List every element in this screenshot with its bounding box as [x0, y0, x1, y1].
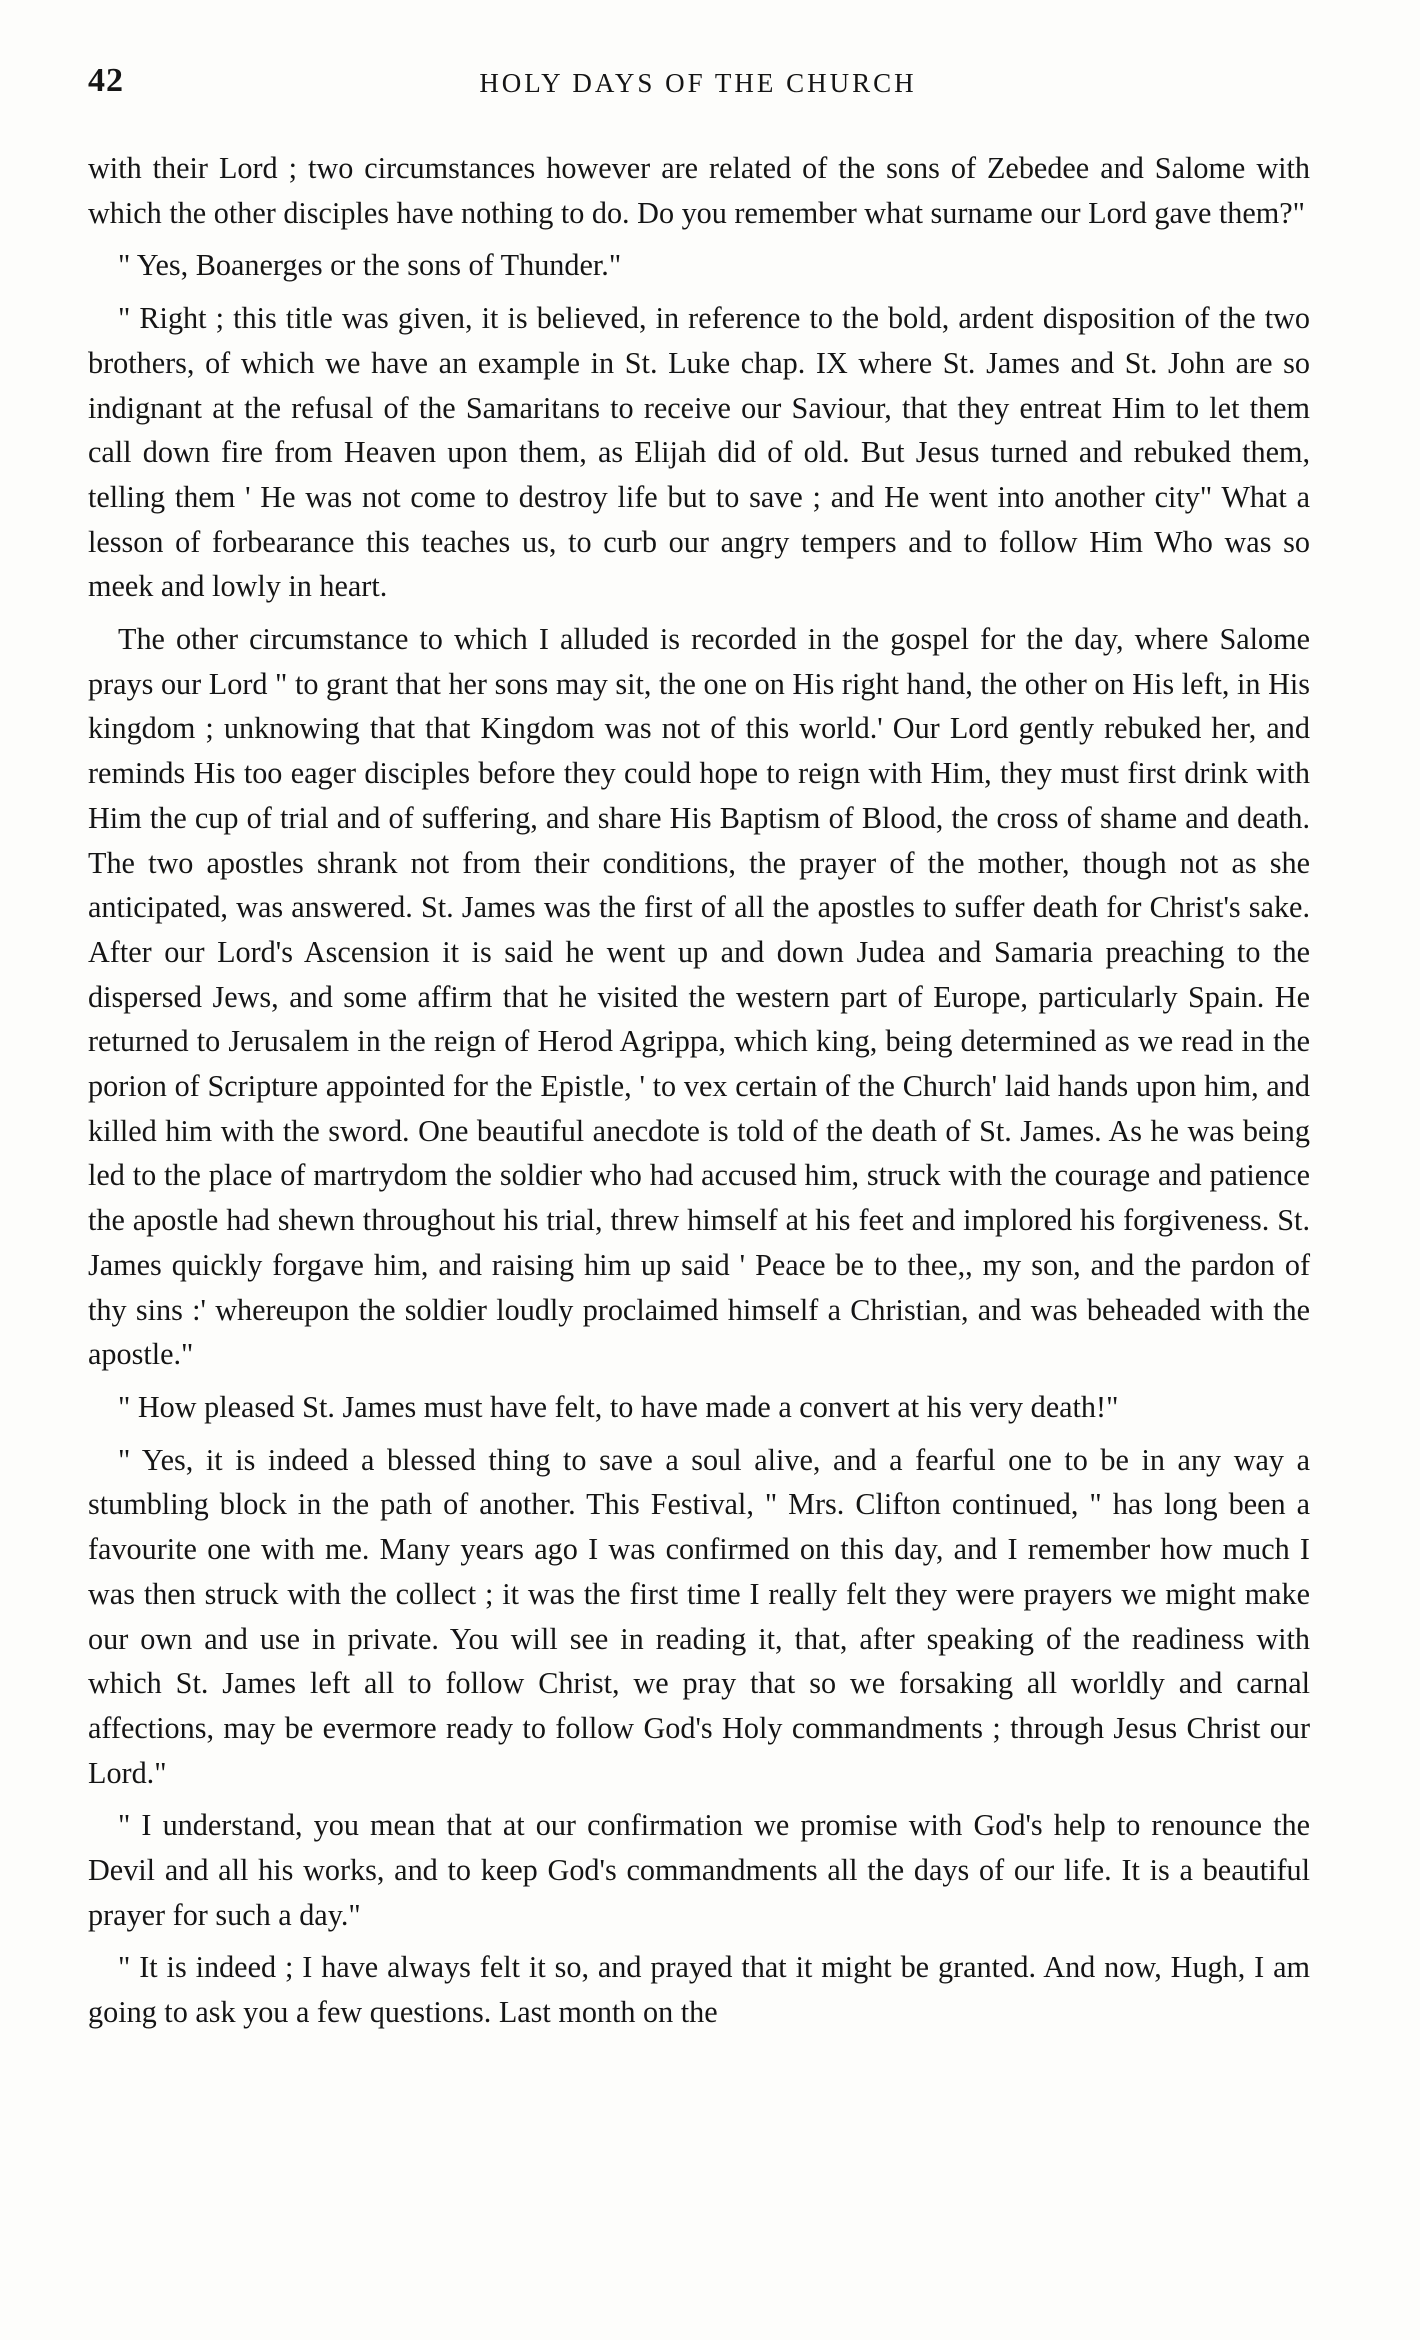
page-number: 42	[88, 62, 124, 99]
paragraph: " Right ; this title was given, it is believed, in reference to the bold, ardent disposition of the two brothers, of which we have an example in St. Luke chap. IX where St. James and St. John are so indignant at the refusal of the Samaritans to receive our Saviour, that they entreat Him to let them call down fire from Heaven upon them, as Elijah did of old. But Jesus turned and rebuked them, telling them ' He was not come to destroy life but to save ; and He went into another city" What a lesson of forbearance this teaches us, to curb our angry tempers and to follow Him Who was so meek and lowly in heart.	[88, 301, 1310, 604]
paragraph: " I understand, you mean that at our confirmation we promise with God's help to renounce the Devil and all his works, and to keep God's commandments all the days of our life. It is a beautiful prayer for such a day."	[88, 1808, 1310, 1932]
paragraph: " Yes, it is indeed a blessed thing to save a soul alive, and a fearful one to be in any way a stumbling block in the path of another. This Festival, " Mrs. Clifton continued, " has long been a favourite one with me. Many years ago I was confirmed on this day, and I remember how much I was then struck with the collect ; it was the first time I really felt they were prayers we might make our own and use in private. You will see in reading it, that, after speaking of the readiness with which St. James left all to follow Christ, we pray that so we forsaking all worldly and carnal affections, may be evermore ready to follow God's Holy commandments ; through Jesus Christ our Lord."	[88, 1442, 1310, 1790]
paragraph: " It is indeed ; I have always felt it so, and prayed that it might be granted. And now, Hugh, I am going to ask you a few questions. Last month on the	[88, 1950, 1310, 2030]
paragraph: with their Lord ; two circumstances however are related of the sons of Zebedee and Salome with which the other disciples have nothing to do. Do you remember what surname our Lord gave them?"	[88, 151, 1310, 230]
body-text	[88, 146, 1310, 2043]
paragraph: " Yes, Boanerges or the sons of Thunder."	[118, 248, 622, 283]
paragraph: " How pleased St. James must have felt, to have made a convert at his very death!"	[118, 1389, 1119, 1424]
running-head	[88, 62, 1308, 102]
paragraph: The other circumstance to which I alluded is recorded in the gospel for the day, where Salome prays our Lord " to grant that her sons may sit, the one on His right hand, the other on His left, in His kingdom ; unknowing that that Kingdom was not of this world.' Our Lord gently rebuked her, and reminds His too eager disciples before they could hope to reign with Him, they must first drink with Him the cup of trial and of suffering, and share His Baptism of Blood, the cross of shame and death. The two apostles shrank not from their conditions, the prayer of the mother, though not as she anticipated, was answered. St. James was the first of all the apostles to suffer death for Christ's sake. After our Lord's Ascension it is said he went up and down Judea and Samaria preaching to the dispersed Jews, and some affirm that he visited the western part of Europe, particularly Spain. He returned to Jerusalem in the reign of Herod Agrippa, which king, being determined as we read in the porion of Scripture appointed for the Epistle, ' to vex certain of the Church' laid hands upon him, and killed him with the sword. One beautiful anecdote is told of the death of St. James. As he was being led to the place of martrydom the soldier who had accused him, struck with the courage and patience the apostle had shewn throughout his trial, threw himself at his feet and implored his forgiveness. St. James quickly forgave him, and raising him up said ' Peace be to thee,, my son, and the pardon of thy sins :' whereupon the soldier loudly proclaimed himself a Christian, and was beheaded with the apostle."	[88, 622, 1310, 1372]
running-title: HOLY DAYS OF THE CHURCH	[479, 68, 917, 98]
